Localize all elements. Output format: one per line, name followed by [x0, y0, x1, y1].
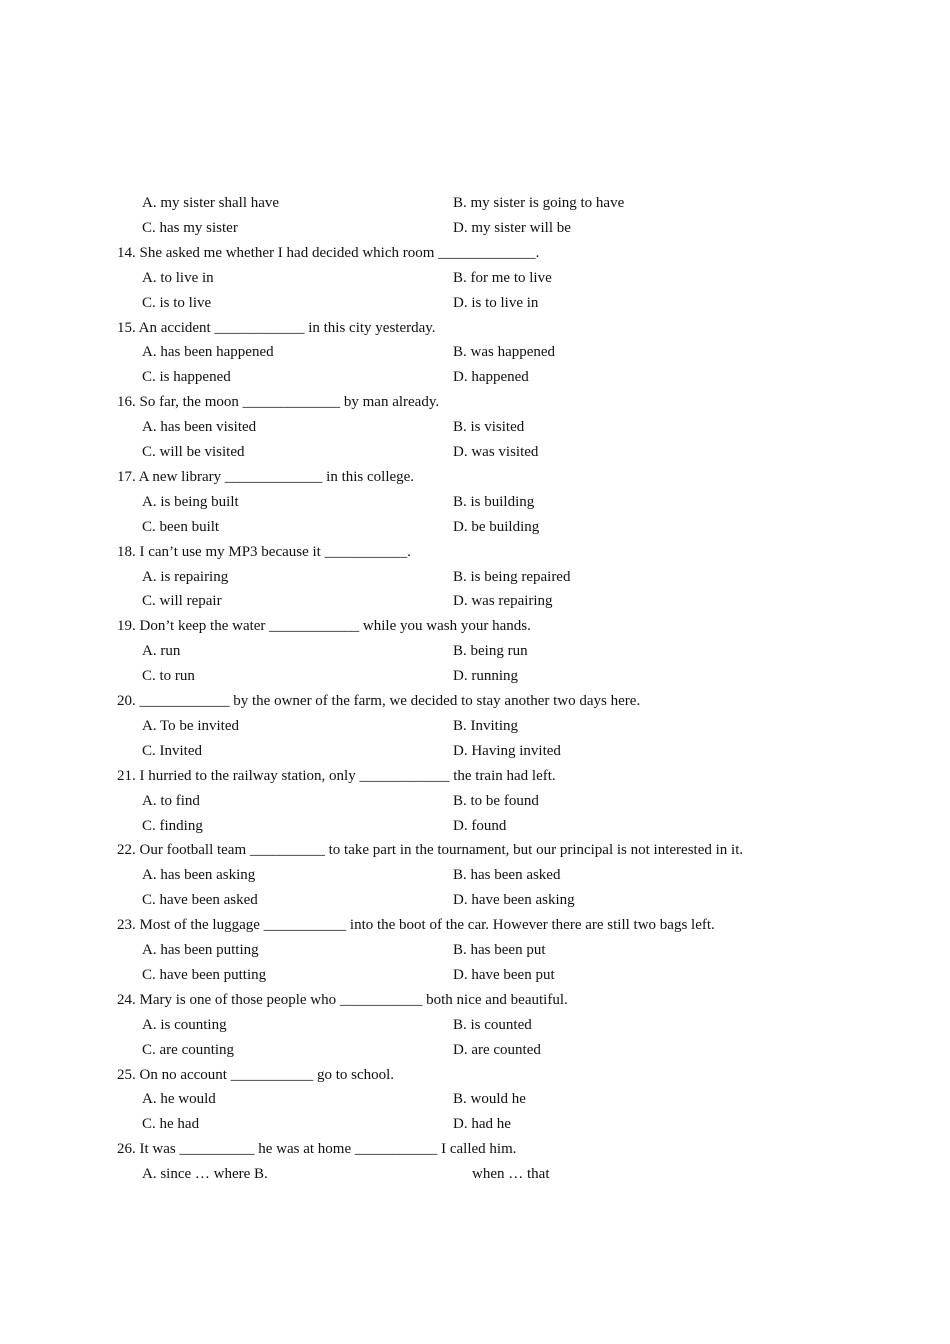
- answer-option: D. happened: [453, 369, 529, 385]
- answer-option: A. has been asking: [142, 867, 256, 883]
- question-stem: 26. It was __________ he was at home ___________ I called him.: [117, 1141, 517, 1157]
- question-stem: 16. So far, the moon _____________ by man already.: [117, 394, 440, 410]
- answer-option: D. are counted: [453, 1042, 541, 1058]
- answer-option: D. Having invited: [453, 743, 561, 759]
- question-stem: 21. I hurried to the railway station, only ____________ the train had left.: [117, 768, 556, 784]
- answer-option: C. he had: [142, 1116, 200, 1132]
- answer-option: C. has my sister: [142, 220, 238, 236]
- answer-option: A. to live in: [142, 270, 214, 286]
- question-stem: 15. An accident ____________ in this city yesterday.: [117, 320, 436, 336]
- answer-option: B. for me to live: [453, 270, 552, 286]
- answer-option: B. is being repaired: [453, 569, 571, 585]
- answer-option: C. to run: [142, 668, 195, 684]
- answer-option: C. will be visited: [142, 444, 245, 460]
- answer-option: C. is to live: [142, 295, 212, 311]
- answer-option: A. he would: [142, 1091, 216, 1107]
- answer-option: A. to find: [142, 793, 200, 809]
- answer-option: A. run: [142, 643, 181, 659]
- answer-option: D. be building: [453, 519, 540, 535]
- question-stem: 18. I can’t use my MP3 because it ___________.: [117, 544, 411, 560]
- answer-option: A. has been putting: [142, 942, 259, 958]
- question-stem: 23. Most of the luggage ___________ into the boot of the car. However there are still two bags left.: [117, 917, 715, 933]
- question-stem: 14. She asked me whether I had decided which room _____________.: [117, 245, 540, 261]
- answer-option: D. was visited: [453, 444, 539, 460]
- question-stem: 20. ____________ by the owner of the farm, we decided to stay another two days here.: [117, 693, 641, 709]
- question-stem: 17. A new library _____________ in this college.: [117, 469, 415, 485]
- answer-option: A. is counting: [142, 1017, 227, 1033]
- answer-option: A. is being built: [142, 494, 239, 510]
- answer-option: D. running: [453, 668, 518, 684]
- answer-option: C. have been putting: [142, 967, 267, 983]
- answer-option: B. has been put: [453, 942, 546, 958]
- answer-option: B. is visited: [453, 419, 525, 435]
- answer-option: when … that: [472, 1166, 550, 1182]
- answer-option: D. found: [453, 818, 507, 834]
- question-stem: 25. On no account ___________ go to school.: [117, 1067, 395, 1083]
- answer-option: D. have been asking: [453, 892, 575, 908]
- answer-option: A. my sister shall have: [142, 195, 280, 211]
- answer-option: B. to be found: [453, 793, 539, 809]
- answer-option: D. is to live in: [453, 295, 539, 311]
- answer-option: B. has been asked: [453, 867, 561, 883]
- answer-option: B. being run: [453, 643, 528, 659]
- answer-option: B. is counted: [453, 1017, 532, 1033]
- answer-option: B. my sister is going to have: [453, 195, 625, 211]
- answer-option: C. is happened: [142, 369, 231, 385]
- question-stem: 19. Don’t keep the water ____________ while you wash your hands.: [117, 618, 531, 634]
- answer-option: C. Invited: [142, 743, 202, 759]
- answer-option: C. have been asked: [142, 892, 258, 908]
- answer-option: A. is repairing: [142, 569, 229, 585]
- question-stem: 24. Mary is one of those people who ___________ both nice and beautiful.: [117, 992, 568, 1008]
- answer-option: A. since … where B.: [142, 1166, 268, 1182]
- answer-option: B. would he: [453, 1091, 526, 1107]
- answer-option: B. Inviting: [453, 718, 519, 734]
- answer-option: D. have been put: [453, 967, 555, 983]
- answer-option: A. To be invited: [142, 718, 239, 734]
- answer-option: B. is building: [453, 494, 535, 510]
- answer-option: D. my sister will be: [453, 220, 571, 236]
- answer-option: D. was repairing: [453, 593, 553, 609]
- answer-option: C. will repair: [142, 593, 222, 609]
- answer-option: D. had he: [453, 1116, 511, 1132]
- question-stem: 22. Our football team __________ to take part in the tournament, but our principal is not interested in it.: [117, 842, 744, 858]
- answer-option: C. been built: [142, 519, 220, 535]
- answer-option: A. has been visited: [142, 419, 257, 435]
- answer-option: B. was happened: [453, 344, 556, 360]
- answer-option: A. has been happened: [142, 344, 274, 360]
- answer-option: C. are counting: [142, 1042, 235, 1058]
- answer-option: C. finding: [142, 818, 203, 834]
